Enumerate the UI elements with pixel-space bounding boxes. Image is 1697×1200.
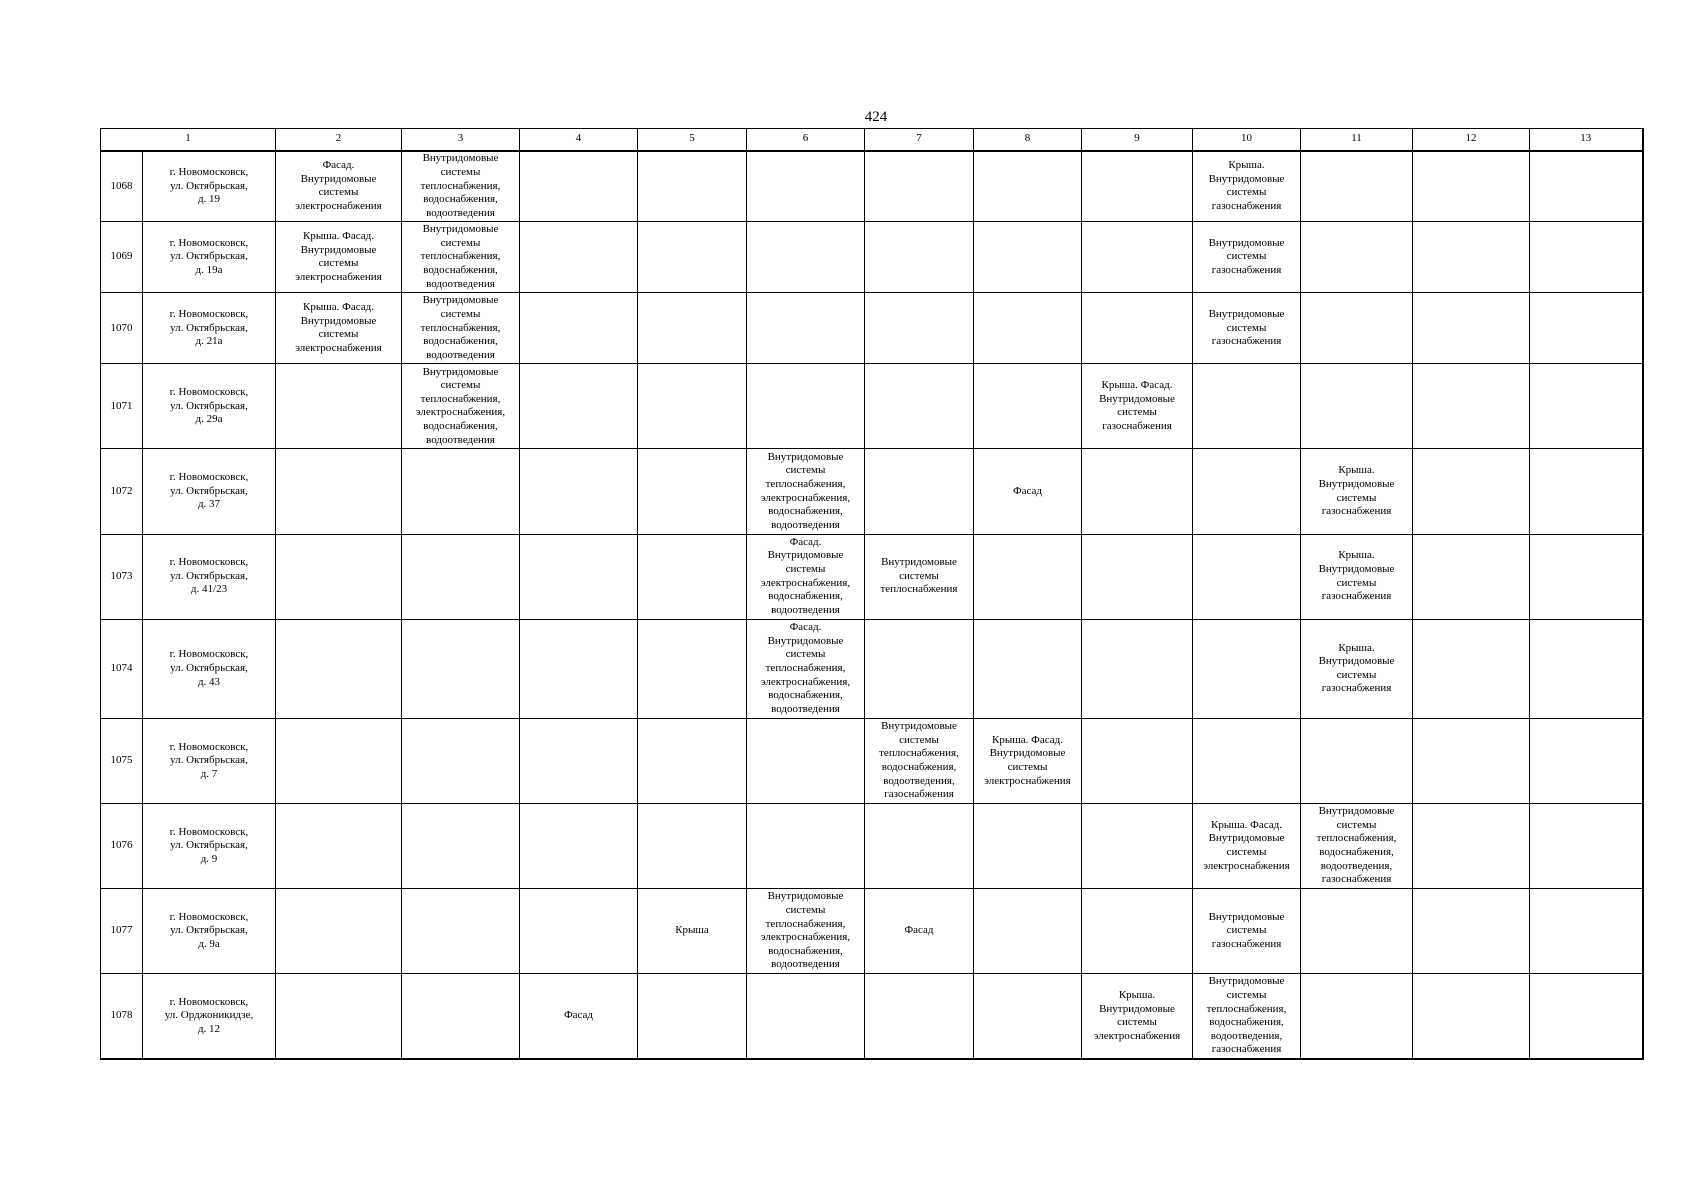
table-cell: Крыша. Внутридомовые системы электроснабжения: [1082, 974, 1193, 1059]
table-cell: [402, 804, 520, 889]
table-cell: Внутридомовые системы газоснабжения: [1193, 889, 1301, 974]
table-cell: [1082, 151, 1193, 222]
table-cell: [1413, 534, 1530, 619]
table-cell: [1530, 619, 1643, 718]
table-cell: [747, 974, 865, 1059]
table-cell: [1082, 804, 1193, 889]
address-cell: г. Новомосковск, ул. Октябрьская, д. 19а: [143, 222, 276, 293]
table-cell: [865, 619, 974, 718]
table-cell: Фасад: [974, 449, 1082, 534]
table-cell: Крыша. Фасад. Внутридомовые системы газоснабжения: [1082, 364, 1193, 449]
address-cell: г. Новомосковск, ул. Октябрьская, д. 19: [143, 151, 276, 222]
table-cell: [638, 534, 747, 619]
table-cell: [402, 619, 520, 718]
table-cell: [1530, 534, 1643, 619]
table-cell: [1082, 293, 1193, 364]
table-row: [101, 718, 1643, 803]
table-cell: [747, 293, 865, 364]
table-cell: [1082, 889, 1193, 974]
table-cell: [974, 889, 1082, 974]
column-header: 11: [1301, 129, 1413, 151]
address-cell: г. Новомосковск, ул. Октябрьская, д. 37: [143, 449, 276, 534]
table-cell: [276, 364, 402, 449]
table-row: [101, 364, 1643, 449]
table-cell: Крыша. Фасад. Внутридомовые системы электроснабжения: [974, 718, 1082, 803]
table-cell: Крыша. Фасад. Внутридомовые системы электроснабжения: [276, 293, 402, 364]
row-number-cell: 1078: [101, 974, 143, 1059]
table-cell: [747, 718, 865, 803]
table-cell: Внутридомовые системы теплоснабжения, электроснабжения, водоснабжения, водоотведения: [747, 889, 865, 974]
table-cell: [638, 449, 747, 534]
table-cell: [276, 889, 402, 974]
row-number-cell: 1068: [101, 151, 143, 222]
table-cell: [638, 974, 747, 1059]
table-cell: Внутридомовые системы газоснабжения: [1193, 293, 1301, 364]
address-cell: г. Новомосковск, ул. Октябрьская, д. 9: [143, 804, 276, 889]
table-cell: Крыша: [638, 889, 747, 974]
table-cell: [520, 804, 638, 889]
table-cell: [974, 364, 1082, 449]
table-cell: Внутридомовые системы теплоснабжения, водоснабжения, водоотведения, газоснабжения: [865, 718, 974, 803]
table-cell: [1530, 974, 1643, 1059]
table-cell: [276, 449, 402, 534]
table-cell: [520, 151, 638, 222]
table-cell: [638, 718, 747, 803]
table-cell: [1413, 449, 1530, 534]
table-row: [101, 534, 1643, 619]
table-cell: [747, 804, 865, 889]
table-cell: [865, 151, 974, 222]
address-cell: г. Новомосковск, ул. Октябрьская, д. 41/23: [143, 534, 276, 619]
table-cell: [974, 804, 1082, 889]
table-cell: [1413, 151, 1530, 222]
table-cell: [1082, 718, 1193, 803]
table-cell: [1301, 889, 1413, 974]
address-cell: г. Новомосковск, ул. Октябрьская, д. 21а: [143, 293, 276, 364]
row-number-cell: 1071: [101, 364, 143, 449]
column-header: 8: [974, 129, 1082, 151]
row-number-cell: 1072: [101, 449, 143, 534]
table-cell: [402, 974, 520, 1059]
table-cell: Внутридомовые системы теплоснабжения, водоснабжения, водоотведения, газоснабжения: [1193, 974, 1301, 1059]
address-cell: г. Новомосковск, ул. Орджоникидзе, д. 12: [143, 974, 276, 1059]
table-cell: [865, 449, 974, 534]
table-cell: [1082, 449, 1193, 534]
table-cell: [520, 889, 638, 974]
address-cell: г. Новомосковск, ул. Октябрьская, д. 29а: [143, 364, 276, 449]
column-header: 9: [1082, 129, 1193, 151]
table-cell: [276, 619, 402, 718]
table-cell: Внутридомовые системы теплоснабжения, водоснабжения, водоотведения: [402, 151, 520, 222]
table-cell: [520, 449, 638, 534]
table-cell: [1530, 804, 1643, 889]
table-cell: [747, 151, 865, 222]
address-cell: г. Новомосковск, ул. Октябрьская, д. 7: [143, 718, 276, 803]
table-cell: Фасад: [520, 974, 638, 1059]
table-cell: [865, 804, 974, 889]
table-cell: [638, 619, 747, 718]
table-cell: Внутридомовые системы теплоснабжения, водоснабжения, водоотведения, газоснабжения: [1301, 804, 1413, 889]
table-cell: [974, 619, 1082, 718]
table-cell: Фасад. Внутридомовые системы теплоснабжения, электроснабжения, водоснабжения, водоотведения: [747, 619, 865, 718]
column-header: 13: [1530, 129, 1643, 151]
table-cell: Крыша. Фасад. Внутридомовые системы электроснабжения: [276, 222, 402, 293]
table-cell: [402, 534, 520, 619]
table-cell: [1301, 151, 1413, 222]
table-cell: Внутридомовые системы теплоснабжения, водоснабжения, водоотведения: [402, 293, 520, 364]
table-cell: [1530, 718, 1643, 803]
table-cell: [1413, 889, 1530, 974]
table-cell: [1193, 534, 1301, 619]
row-number-cell: 1077: [101, 889, 143, 974]
row-number-cell: 1070: [101, 293, 143, 364]
table-cell: Крыша. Внутридомовые системы газоснабжения: [1301, 449, 1413, 534]
address-cell: г. Новомосковск, ул. Октябрьская, д. 43: [143, 619, 276, 718]
column-header: 7: [865, 129, 974, 151]
table-cell: [1082, 619, 1193, 718]
column-header: 10: [1193, 129, 1301, 151]
table-cell: Крыша. Внутридомовые системы газоснабжения: [1193, 151, 1301, 222]
table-cell: [520, 222, 638, 293]
table-cell: [1301, 364, 1413, 449]
table-cell: [638, 222, 747, 293]
address-cell: г. Новомосковск, ул. Октябрьская, д. 9а: [143, 889, 276, 974]
table-cell: [402, 718, 520, 803]
table-cell: [638, 293, 747, 364]
column-header: 4: [520, 129, 638, 151]
table-cell: [276, 974, 402, 1059]
table-cell: [974, 974, 1082, 1059]
table-cell: [1413, 974, 1530, 1059]
row-number-cell: 1076: [101, 804, 143, 889]
table-cell: [520, 293, 638, 364]
table-row: [101, 619, 1643, 718]
table-cell: Крыша. Внутридомовые системы газоснабжения: [1301, 619, 1413, 718]
column-header: 5: [638, 129, 747, 151]
table-cell: [747, 222, 865, 293]
column-header: 12: [1413, 129, 1530, 151]
table-cell: [520, 619, 638, 718]
table-cell: [402, 449, 520, 534]
schedule-table: [100, 128, 1644, 1060]
table-cell: [276, 718, 402, 803]
table-cell: [520, 718, 638, 803]
table-cell: [638, 804, 747, 889]
table-cell: [1530, 293, 1643, 364]
table-cell: [1193, 364, 1301, 449]
row-number-cell: 1069: [101, 222, 143, 293]
table-cell: [1413, 619, 1530, 718]
table-cell: [1413, 364, 1530, 449]
table-cell: Крыша. Фасад. Внутридомовые системы электроснабжения: [1193, 804, 1301, 889]
table-body: [101, 129, 1643, 1060]
table-cell: [276, 534, 402, 619]
table-cell: [276, 804, 402, 889]
table-cell: Внутридомовые системы теплоснабжения: [865, 534, 974, 619]
table-cell: Внутридомовые системы теплоснабжения, электроснабжения, водоснабжения, водоотведения: [402, 364, 520, 449]
table-cell: [974, 534, 1082, 619]
row-number-cell: 1074: [101, 619, 143, 718]
table-cell: [865, 222, 974, 293]
table-cell: [1530, 449, 1643, 534]
table-cell: [520, 534, 638, 619]
table-cell: [1530, 222, 1643, 293]
table-cell: [1193, 449, 1301, 534]
table-cell: Фасад: [865, 889, 974, 974]
table-cell: Крыша. Внутридомовые системы газоснабжения: [1301, 534, 1413, 619]
table-cell: [1301, 718, 1413, 803]
table-cell: [1301, 293, 1413, 364]
table-cell: [402, 889, 520, 974]
table-cell: [520, 364, 638, 449]
column-header: 1: [101, 129, 276, 151]
table-cell: [974, 151, 1082, 222]
table-row: [101, 222, 1643, 293]
header-row: [101, 129, 1643, 151]
row-number-cell: 1075: [101, 718, 143, 803]
table-cell: [1530, 364, 1643, 449]
table-cell: [1301, 974, 1413, 1059]
column-header: 3: [402, 129, 520, 151]
table-cell: [1413, 222, 1530, 293]
table-cell: [1082, 534, 1193, 619]
table-cell: Внутридомовые системы теплоснабжения, водоснабжения, водоотведения: [402, 222, 520, 293]
table-cell: [1530, 151, 1643, 222]
table-cell: [1413, 804, 1530, 889]
row-number-cell: 1073: [101, 534, 143, 619]
table-cell: [865, 974, 974, 1059]
table-cell: [865, 293, 974, 364]
table-cell: [1413, 718, 1530, 803]
table-cell: Внутридомовые системы теплоснабжения, электроснабжения, водоснабжения, водоотведения: [747, 449, 865, 534]
table-cell: [974, 293, 1082, 364]
table-row: [101, 151, 1643, 222]
table-cell: [1413, 293, 1530, 364]
table-cell: [747, 364, 865, 449]
table-row: [101, 293, 1643, 364]
table-cell: [1082, 222, 1193, 293]
table-cell: Фасад. Внутридомовые системы электроснабжения: [276, 151, 402, 222]
table-cell: Фасад. Внутридомовые системы электроснабжения, водоснабжения, водоотведения: [747, 534, 865, 619]
table-row: [101, 889, 1643, 974]
table-cell: [638, 364, 747, 449]
table-cell: [1193, 619, 1301, 718]
column-header: 2: [276, 129, 402, 151]
table-cell: [638, 151, 747, 222]
table-row: [101, 974, 1643, 1059]
table-cell: [865, 364, 974, 449]
page-number: 424: [864, 109, 888, 125]
table-cell: Внутридомовые системы газоснабжения: [1193, 222, 1301, 293]
table-cell: [974, 222, 1082, 293]
table-cell: [1301, 222, 1413, 293]
table-row: [101, 449, 1643, 534]
table-cell: [1530, 889, 1643, 974]
column-header: 6: [747, 129, 865, 151]
table-cell: [1193, 718, 1301, 803]
table-row: [101, 804, 1643, 889]
